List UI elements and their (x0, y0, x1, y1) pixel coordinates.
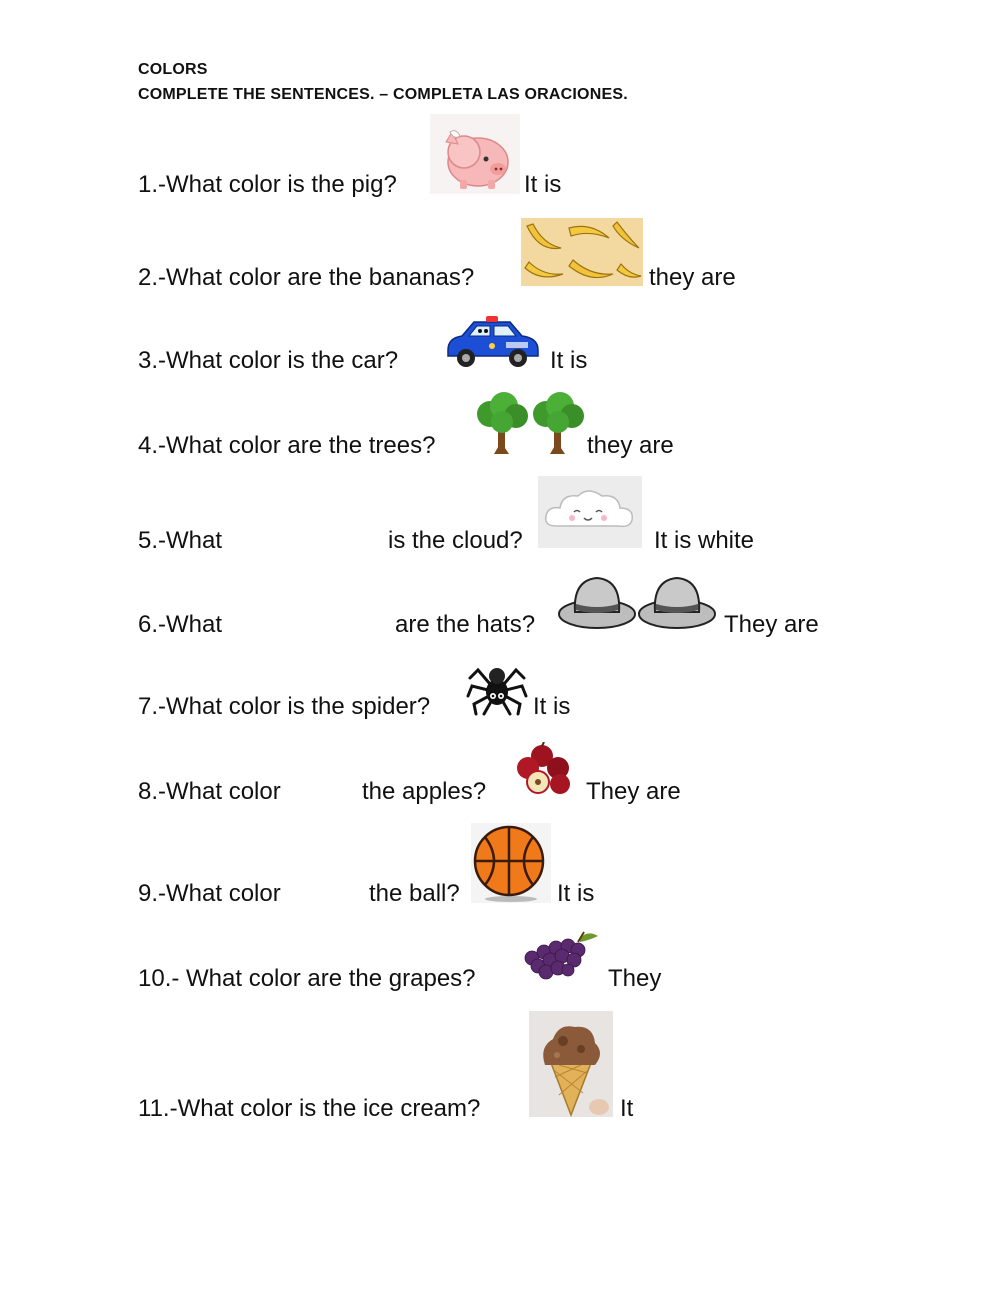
question-7: 7.-What color is the spider? (138, 693, 431, 720)
hats-icon (557, 574, 719, 632)
worksheet-title: COLORS (138, 61, 208, 78)
answer-7: It is (533, 693, 571, 720)
answer-9: It is (557, 880, 595, 907)
question-4: 4.-What color are the trees? (138, 432, 436, 459)
answer-5: It is white (654, 527, 755, 554)
worksheet-instructions: COMPLETE THE SENTENCES. – COMPLETA LAS ORACIONES. (138, 86, 628, 103)
pig-icon (430, 114, 520, 194)
police-car-icon (442, 314, 542, 370)
trees-icon (474, 392, 588, 456)
answer-10: They (608, 965, 662, 992)
answer-2: they are (649, 264, 736, 291)
answer-1: It is (524, 171, 562, 198)
question-9-end: the ball? (369, 880, 460, 907)
basketball-icon (471, 823, 551, 903)
question-5-end: is the cloud? (388, 527, 523, 554)
spider-icon (466, 656, 528, 718)
answer-11: It (620, 1095, 634, 1122)
question-5-start: 5.-What (138, 527, 223, 554)
cloud-icon (538, 476, 642, 548)
question-8-start: 8.-What color (138, 778, 281, 805)
question-9-start: 9.-What color (138, 880, 281, 907)
apples-icon (514, 742, 574, 796)
question-2: 2.-What color are the bananas? (138, 264, 475, 291)
answer-6: They are (724, 611, 819, 638)
bananas-icon (521, 218, 643, 286)
question-8-end: the apples? (362, 778, 487, 805)
question-10: 10.- What color are the grapes? (138, 965, 476, 992)
ice-cream-icon (529, 1011, 613, 1117)
question-6-end: are the hats? (395, 611, 536, 638)
answer-4: they are (587, 432, 674, 459)
grapes-icon (518, 928, 602, 986)
question-11: 11.-What color is the ice cream? (138, 1095, 481, 1122)
question-6-start: 6.-What (138, 611, 223, 638)
answer-8: They are (586, 778, 681, 805)
question-1: 1.-What color is the pig? (138, 171, 397, 198)
question-3: 3.-What color is the car? (138, 347, 399, 374)
answer-3: It is (550, 347, 588, 374)
